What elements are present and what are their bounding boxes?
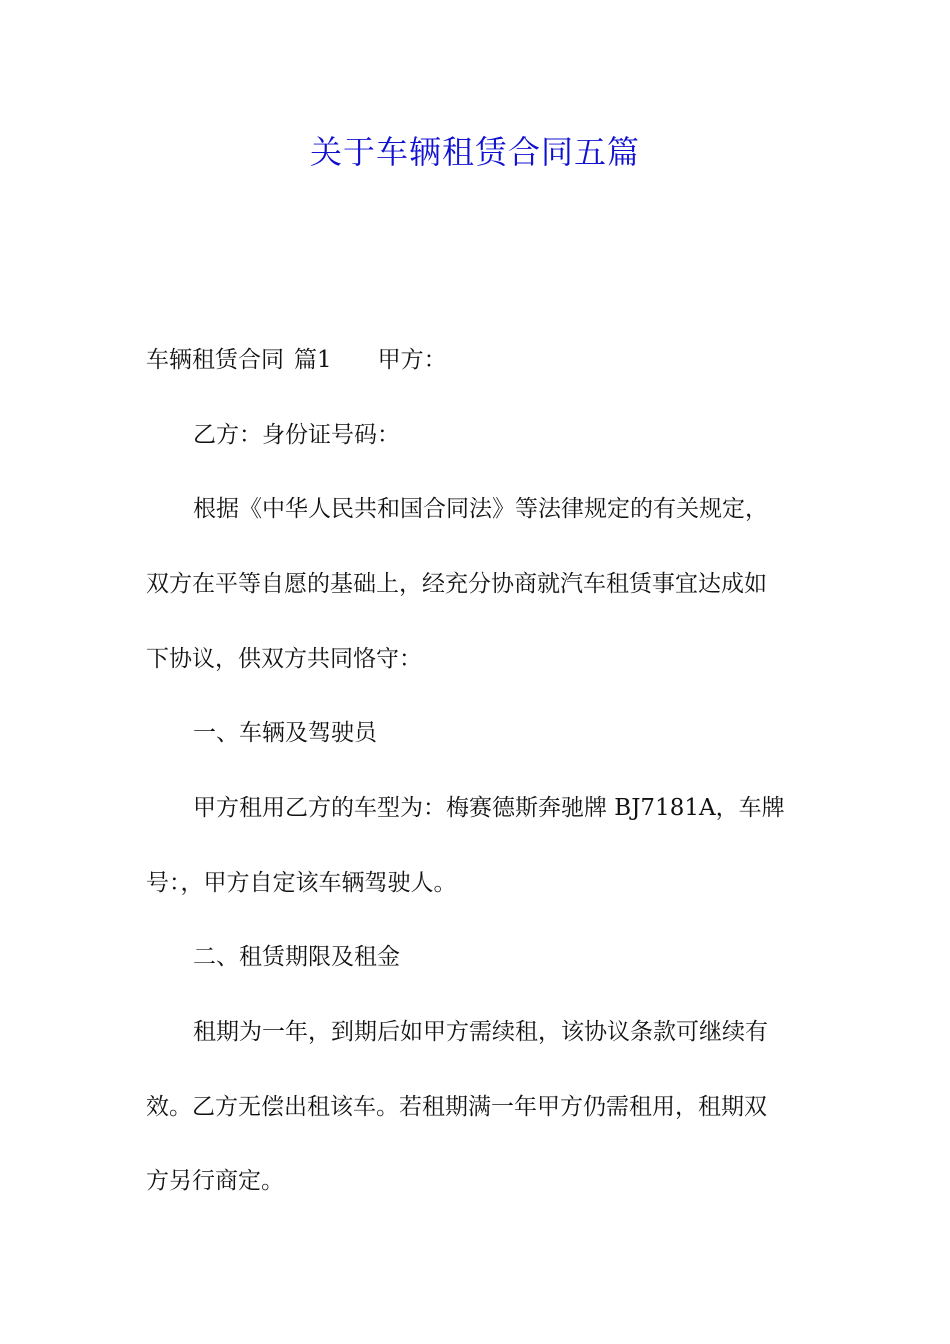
paragraph-line: 方另行商定。 [146, 1168, 284, 1194]
contract-label: 车辆租赁合同 [146, 347, 284, 373]
paragraph-line: 号：，甲方自定该车辆驾驶人。 [146, 870, 457, 896]
part-label: 篇1 [294, 347, 332, 373]
contract-header-line [146, 345, 447, 375]
paragraph-line: 效。乙方无偿出租该车。若租期满一年甲方仍需租用，租期双 [146, 1094, 767, 1120]
party-b-line: 乙方：身份证号码： [193, 422, 400, 448]
section-heading: 一、车辆及驾驶员 [193, 720, 377, 746]
paragraph-line: 根据《中华人民共和国合同法》等法律规定的有关规定， [193, 496, 768, 522]
party-a-label: 甲方： [377, 347, 447, 373]
document-title: 关于车辆租赁合同五篇 [309, 133, 640, 171]
paragraph-line: 甲方租用乙方的车型为：梅赛德斯奔驰牌 BJ7181A，车牌 [193, 795, 785, 821]
section-heading: 二、租赁期限及租金 [193, 944, 400, 970]
paragraph-line: 双方在平等自愿的基础上，经充分协商就汽车租赁事宜达成如 [146, 571, 767, 597]
paragraph-line: 下协议，供双方共同恪守： [146, 646, 422, 672]
paragraph-line: 租期为一年，到期后如甲方需续租，该协议条款可继续有 [193, 1019, 768, 1045]
